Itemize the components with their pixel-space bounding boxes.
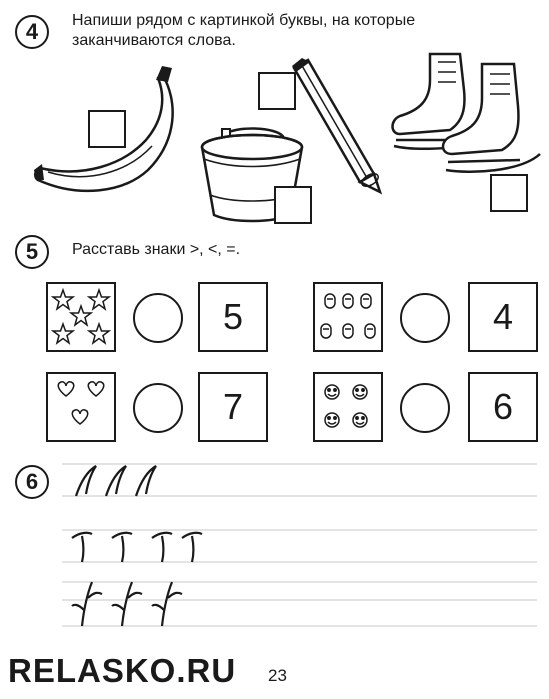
number-box-4: 6 bbox=[468, 372, 538, 442]
coin-icon bbox=[365, 324, 375, 338]
number-box-3: 7 bbox=[198, 372, 268, 442]
pencil-picture bbox=[282, 58, 392, 198]
smileys-box bbox=[313, 372, 383, 442]
task4-instruction-line1: Напиши рядом с картинкой буквы, на которые bbox=[72, 12, 416, 29]
writing-lines[interactable] bbox=[62, 458, 542, 638]
hook-stroke-pattern bbox=[72, 533, 202, 562]
task5-instruction: Расставь знаки >, <, =. bbox=[72, 241, 241, 258]
star-icon bbox=[89, 290, 109, 309]
coin-icon bbox=[343, 294, 353, 308]
compare-circle-4[interactable] bbox=[400, 383, 450, 433]
coins-group bbox=[315, 284, 381, 350]
skates-answer-box[interactable] bbox=[490, 174, 528, 212]
pencil-answer-box[interactable] bbox=[258, 72, 296, 110]
smiley-icon bbox=[325, 385, 339, 399]
smileys-group bbox=[315, 374, 381, 440]
star-icon bbox=[71, 306, 91, 325]
task-number-5: 5 bbox=[15, 235, 49, 269]
number-box-1: 5 bbox=[198, 282, 268, 352]
smiley-icon bbox=[353, 385, 367, 399]
coin-icon bbox=[321, 324, 331, 338]
task4-instruction bbox=[72, 11, 532, 51]
page-number: 23 bbox=[268, 666, 287, 685]
coin-icon bbox=[325, 294, 335, 308]
coins-box bbox=[313, 282, 383, 352]
banana-answer-box[interactable] bbox=[88, 110, 126, 148]
compare-circle-2[interactable] bbox=[400, 293, 450, 343]
stars-group bbox=[48, 284, 114, 350]
compare-circle-1[interactable] bbox=[133, 293, 183, 343]
task-number-6: 6 bbox=[15, 465, 49, 499]
coin-icon bbox=[361, 294, 371, 308]
heart-icon bbox=[58, 382, 73, 396]
hearts-group bbox=[48, 374, 114, 440]
heart-icon bbox=[88, 382, 103, 396]
star-icon bbox=[89, 324, 109, 343]
number-box-2: 4 bbox=[468, 282, 538, 352]
stars-box bbox=[46, 282, 116, 352]
loop-stroke-pattern bbox=[76, 466, 156, 496]
task-number-4: 4 bbox=[15, 15, 49, 49]
smiley-icon bbox=[353, 413, 367, 427]
star-icon bbox=[53, 290, 73, 309]
coin-icon bbox=[343, 324, 353, 338]
compare-circle-3[interactable] bbox=[133, 383, 183, 433]
sprout-stroke-pattern bbox=[72, 582, 182, 626]
star-icon bbox=[53, 324, 73, 343]
hearts-box bbox=[46, 372, 116, 442]
task4-instruction-line2: заканчиваются слова. bbox=[72, 32, 236, 49]
heart-icon bbox=[72, 410, 87, 424]
smiley-icon bbox=[325, 413, 339, 427]
watermark: RELASKO.RU bbox=[8, 652, 237, 689]
